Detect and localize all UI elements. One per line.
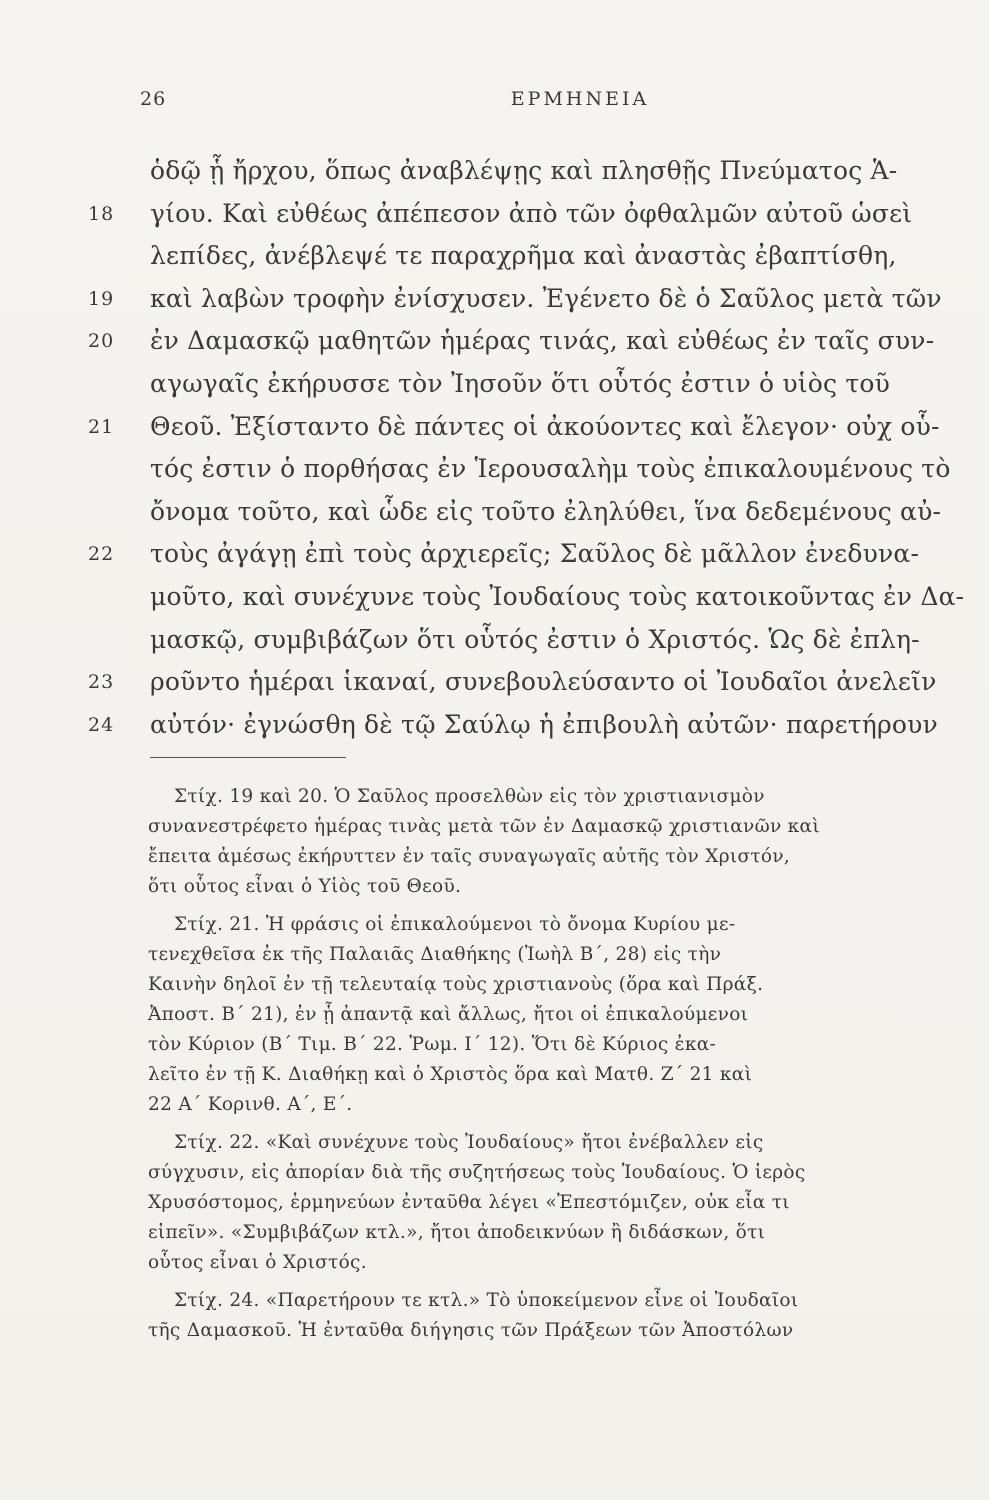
verse-number: 19 [88, 287, 115, 310]
line-text: τός ἐστιν ὁ πορθήσας ἐν Ἱερουσαλὴμ τοὺς ἐπικαλουμένους τὸ [150, 454, 951, 484]
note-line: Στίχ. 19 καὶ 20. Ὁ Σαῦλος προσελθὼν εἰς τὸν χριστιανισμὸν [174, 786, 765, 807]
line-text: τοὺς ἀγάγῃ ἐπὶ τοὺς ἀρχιερεῖς; Σαῦλος δὲ μᾶλλον ἐνεδυνα- [150, 539, 920, 569]
note-gap [148, 1278, 908, 1286]
text-line [150, 576, 965, 619]
note-line: Στίχ. 21. Ἡ φράσις οἱ ἐπικαλούμενοι τὸ ὄνομα Κυρίου με- [174, 914, 736, 935]
line-text: μασκῷ, συμβιβάζων ὅτι οὗτός ἐστιν ὁ Χριστός. Ὡς δὲ ἐπλη- [150, 624, 920, 654]
note-line: τενεχθεῖσα ἐκ τῆς Παλαιᾶς Διαθήκης (Ἰωὴλ Β΄, 28) εἰς τὴν [148, 944, 722, 965]
line-text: Θεοῦ. Ἐξίσταντο δὲ πάντες οἱ ἀκούοντες καὶ ἔλεγον· οὐχ οὗ- [150, 411, 940, 441]
note-line: λεῖτο ἐν τῇ Κ. Διαθήκῃ καὶ ὁ Χριστὸς ὅρα καὶ Ματθ. Ζ΄ 21 καὶ [148, 1064, 753, 1085]
note-line: Χρυσόστομος, ἑρμηνεύων ἐνταῦθα λέγει «Ἐπεστόμιζεν, οὐκ εἶα τι [148, 1192, 790, 1213]
line-text: καὶ λαβὼν τροφὴν ἐνίσχυσεν. Ἐγένετο δὲ ὁ Σαῦλος μετὰ τῶν [150, 283, 942, 313]
verse-number: 21 [88, 415, 115, 438]
verse-number: 18 [88, 202, 115, 225]
line-text: αὐτόν· ἐγνώσθη δὲ τῷ Σαύλῳ ἡ ἐπιβουλὴ αὐτῶν· παρετήρουν [150, 709, 938, 739]
page-number: 26 [140, 88, 167, 110]
verse-number: 23 [88, 671, 115, 694]
note-gap [148, 1120, 908, 1128]
commentary-notes [148, 782, 908, 1346]
text-line [88, 320, 935, 363]
note-line: Στίχ. 24. «Παρετήρουν τε κτλ.» Τὸ ὑποκείμενον εἶνε οἱ Ἰουδαῖοι [174, 1290, 799, 1311]
text-line [88, 661, 937, 704]
text-line [150, 448, 951, 491]
line-text: ὄνομα τοῦτο, καὶ ὧδε εἰς τοῦτο ἐληλύθει, ἵνα δεδεμένους αὐ- [150, 496, 942, 526]
text-line [88, 278, 942, 321]
main-text [88, 150, 965, 746]
line-text: μοῦτο, καὶ συνέχυνε τοὺς Ἰουδαίους τοὺς κατοικοῦντας ἐν Δα- [150, 581, 965, 611]
line-text: αγωγαῖς ἐκήρυσσε τὸν Ἰησοῦν ὅτι οὗτός ἐστιν ὁ υἱὸς τοῦ [150, 368, 891, 398]
line-text: λεπίδες, ἀνέβλεψέ τε παραχρῆμα καὶ ἀναστὰς ἐβαπτίσθη, [150, 241, 897, 271]
text-line [150, 150, 910, 193]
note-line: τὸν Κύριον (Β΄ Τιμ. Β΄ 22. Ῥωμ. Ι΄ 12). Ὅτι δὲ Κύριος ἐκα- [148, 1034, 717, 1055]
verse-number: 22 [88, 543, 115, 566]
note-line: ἔπειτα ἀμέσως ἐκήρυττεν ἐν ταῖς συναγωγαῖς αὐτῆς τὸν Χριστόν, [148, 846, 791, 867]
text-line [150, 491, 942, 534]
note-line: σύγχυσιν, εἰς ἀπορίαν διὰ τῆς συζητήσεως τοὺς Ἰουδαίους. Ὁ ἱερὸς [148, 1162, 806, 1183]
note-line: οὗτος εἶναι ὁ Χριστός. [148, 1252, 367, 1273]
note-line: ὅτι οὗτος εἶναι ὁ Υἱὸς τοῦ Θεοῦ. [148, 876, 462, 897]
running-title: ΕΡΜΗΝΕΙΑ [510, 88, 650, 110]
note-gap [148, 902, 908, 910]
text-line [150, 619, 920, 662]
text-line [150, 235, 910, 278]
text-line [88, 704, 938, 747]
note-line: Καινὴν δηλοῖ ἐν τῇ τελευταίᾳ τοὺς χριστιανοὺς (ὅρα καὶ Πράξ. [148, 974, 764, 995]
running-head [140, 88, 909, 118]
note-line: Στίχ. 22. «Καὶ συνέχυνε τοὺς Ἰουδαίους» ἤτοι ἐνέβαλλεν εἰς [174, 1132, 764, 1153]
text-line [88, 533, 920, 576]
text-line [150, 363, 910, 406]
line-text: γίου. Καὶ εὐθέως ἀπέπεσον ἀπὸ τῶν ὀφθαλμῶν αὐτοῦ ὡσεὶ [150, 198, 913, 228]
line-text: ἐν Δαμασκῷ μαθητῶν ἡμέρας τινάς, καὶ εὐθέως ἐν ταῖς συν- [150, 326, 935, 356]
note-line: τῆς Δαμασκοῦ. Ἡ ἐνταῦθα διήγησις τῶν Πράξεων τῶν Ἀποστόλων [148, 1320, 794, 1341]
note-line: Ἀποστ. Β΄ 21), ἐν ᾗ ἀπαντᾷ καὶ ἄλλως, ἤτοι οἱ ἐπικαλούμενοι [148, 1004, 749, 1025]
text-line [88, 193, 913, 236]
line-text: ροῦντο ἡμέραι ἱκαναί, συνεβουλεύσαντο οἱ Ἰουδαῖοι ἀνελεῖν [150, 667, 937, 697]
note-line: εἰπεῖν». «Συμβιβάζων κτλ.», ἤτοι ἀποδεικνύων ἢ διδάσκων, ὅτι [148, 1222, 766, 1243]
verse-number: 24 [88, 713, 115, 736]
line-text: ὁδῷ ᾗ ἤρχου, ὅπως ἀναβλέψῃς καὶ πλησθῇς Πνεύματος Ἁ- [150, 156, 898, 185]
verse-number: 20 [88, 330, 115, 353]
note-line: συνανεστρέφετο ἡμέρας τινὰς μετὰ τῶν ἐν Δαμασκῷ χριστιανῶν καὶ [148, 816, 820, 837]
note-line: 22 Α΄ Κορινθ. Α΄, Ε΄. [148, 1094, 353, 1115]
footnote-divider [150, 757, 346, 758]
text-line [88, 406, 940, 449]
